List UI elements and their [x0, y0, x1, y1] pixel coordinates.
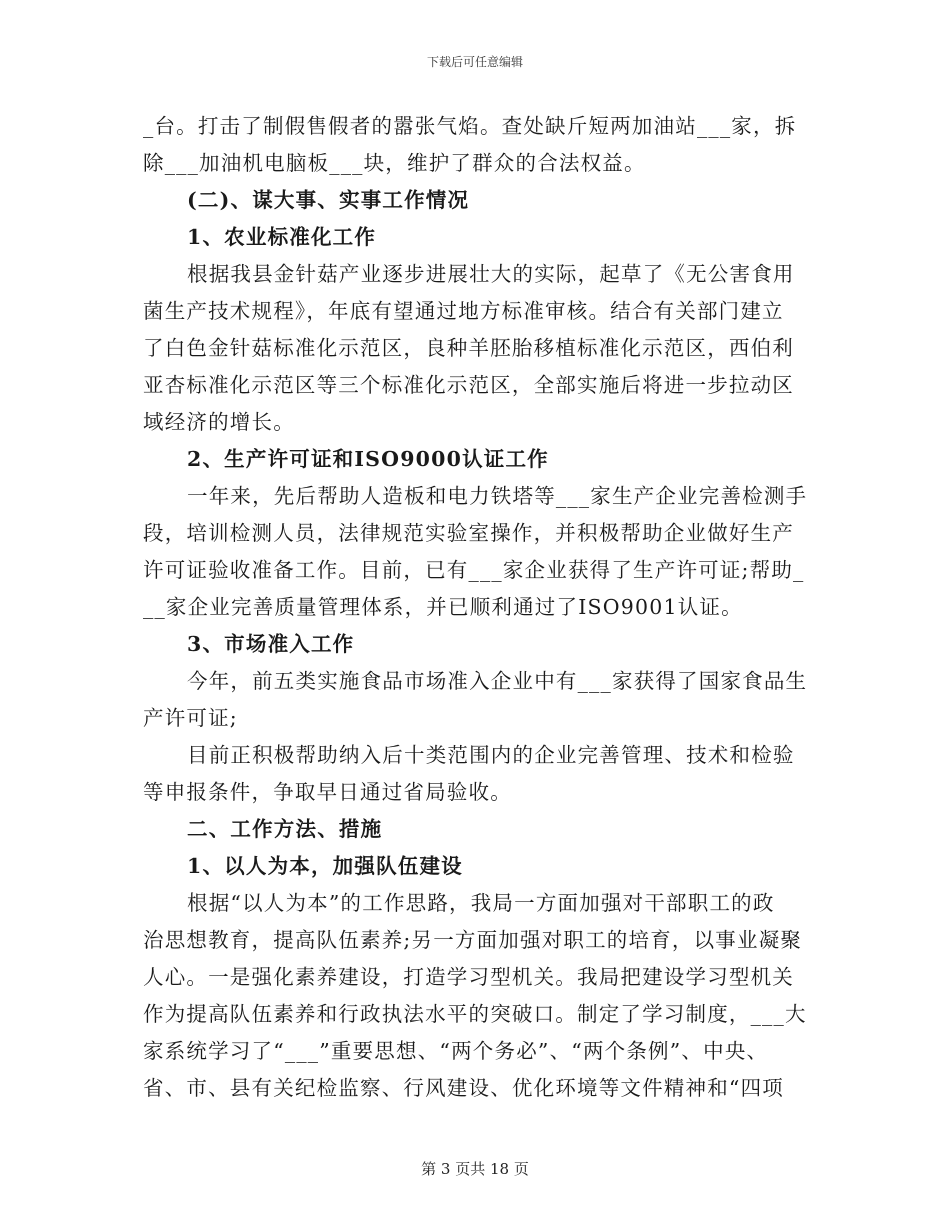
text-line: 今年，前五类实施食品市场准入企业中有___家获得了国家食品生	[187, 669, 808, 693]
text-line: _台。打击了制假售假者的嚣张气焰。查处缺斤短两加油站___家，拆	[143, 114, 797, 138]
text-line: 省、市、县有关纪检监察、行风建设、优化环境等文件精神和“四项	[143, 1076, 784, 1100]
text-line: 目前正积极帮助纳入后十类范围内的企业完善管理、技术和检验	[187, 743, 795, 767]
text-line: 许可证验收准备工作。目前，已有___家企业获得了生产许可证;帮助_	[143, 558, 805, 582]
subsection-heading: 1、以人为本，加强队伍建设	[187, 854, 463, 878]
text-line: 除___加油机电脑板___块，维护了群众的合法权益。	[143, 151, 646, 175]
text-line: 作为提高队伍素养和行政执法水平的突破口。制定了学习制度，___大	[143, 1002, 807, 1026]
text-line: 家系统学习了“___”重要思想、“两个务必”、“两个条例”、中央、	[143, 1039, 769, 1063]
text-line: 段，培训检测人员，法律规范实验室操作，并积极帮助企业做好生产	[143, 521, 794, 545]
subsection-heading: 2、生产许可证和ISO9000认证工作	[187, 447, 549, 471]
text-line: 菌生产技术规程》，年底有望通过地方标准审核。结合有关部门建立	[143, 299, 784, 323]
text-line: 一年来，先后帮助人造板和电力铁塔等___家生产企业完善检测手	[187, 484, 808, 508]
text-line: 产许可证;	[143, 706, 238, 730]
text-line: 治思想教育，提高队伍素养;另一方面加强对职工的培育，以事业凝聚	[143, 928, 803, 952]
text-line: 亚杏标准化示范区等三个标准化示范区，全部实施后将进一步拉动区	[143, 373, 794, 397]
text-line: 了白色金针菇标准化示范区，良种羊胚胎移植标准化示范区，西伯利	[143, 336, 794, 360]
document-body	[143, 108, 813, 1107]
subsection-heading: 3、市场准入工作	[187, 632, 355, 656]
text-line: 根据“以人为本”的工作思路，我局一方面加强对干部职工的政	[187, 891, 775, 915]
section-heading: 二、工作方法、措施	[187, 817, 383, 841]
page-footer: 第 3 页共 18 页	[421, 1160, 529, 1178]
section-heading: (二)、谋大事、实事工作情况	[187, 188, 470, 212]
text-line: 人心。一是强化素养建设，打造学习型机关。我局把建设学习型机关	[143, 965, 794, 989]
text-line: 等申报条件，争取早日通过省局验收。	[143, 780, 512, 804]
text-line: 根据我县金针菇产业逐步进展壮大的实际，起草了《无公害食用	[187, 262, 795, 286]
text-line: 域经济的增长。	[143, 410, 295, 434]
page-header: 下载后可任意编辑	[426, 55, 523, 69]
text-line: __家企业完善质量管理体系，并已顺利通过了ISO9001认证。	[143, 595, 743, 619]
subsection-heading: 1、农业标准化工作	[187, 225, 377, 249]
